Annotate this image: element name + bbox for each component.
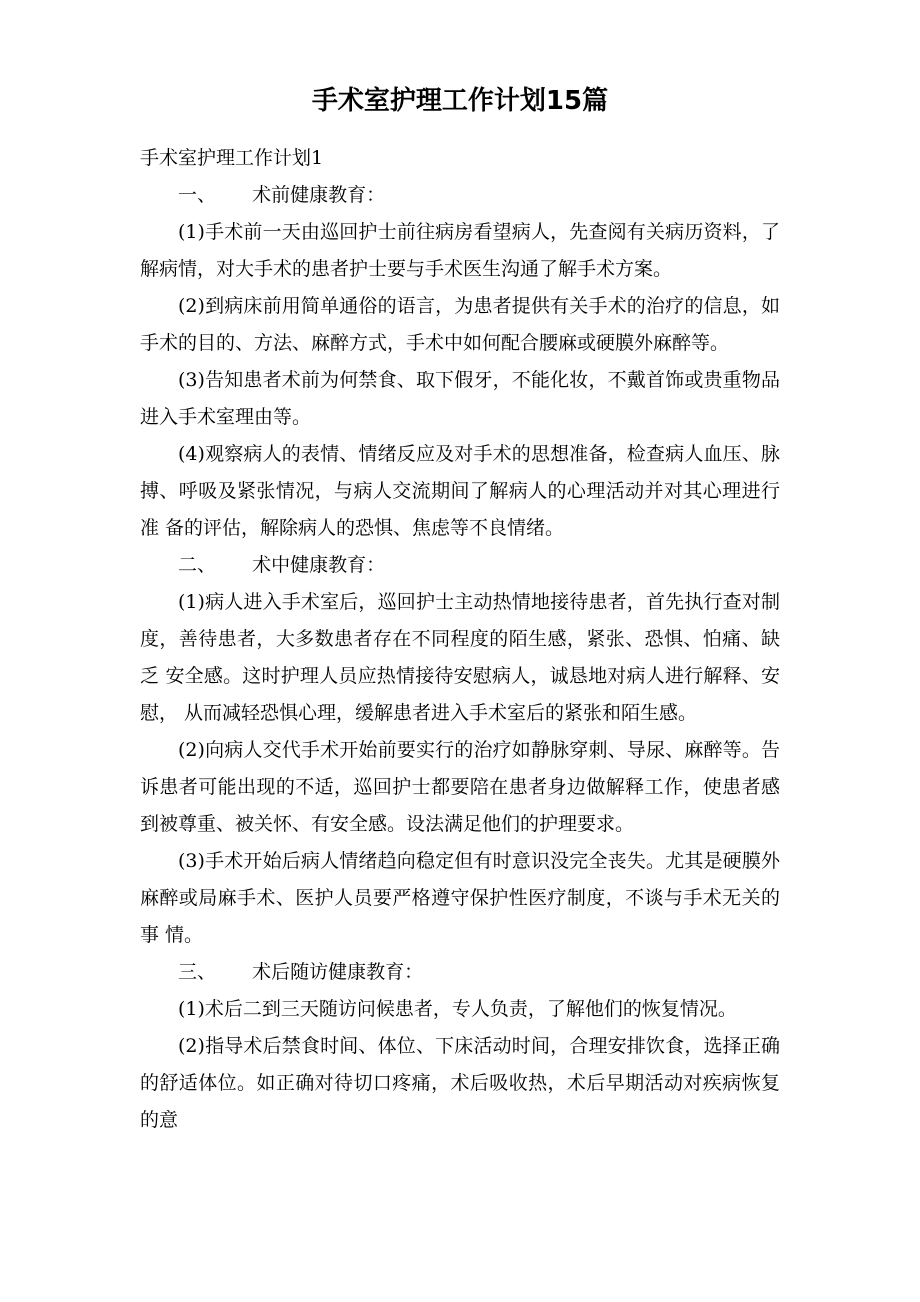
paragraph: (3)告知患者术前为何禁食、取下假牙，不能化妆，不戴首饰或贵重物品进入手术室理由等。 [140,369,780,428]
paragraph: (4)观察病人的表情、情绪反应及对手术的思想准备，检查病人血压、脉 搏、呼吸及紧张情况，与病人交流期间了解病人的心理活动并对其心理进行准 备的评估，解除病人的恐惧、焦虑等不良情绪。 [140,443,780,539]
article-subtitle: 手术室护理工作计划1 [140,147,324,169]
paragraph: (1)病人进入手术室后，巡回护士主动热情地接待患者，首先执行查对制 度，善待患者，大多数患者存在不同程度的陌生感，紧张、恐惧、怕痛、缺乏 安全感。这时护理人员应热情接待安慰病人，诚恳地对病人进行解释、安慰， 从而减轻恐惧心理，缓解患者进入手术室后的紧张和陌生感。 [140,591,780,724]
paragraph: (2)指导术后禁食时间、体位、下床活动时间，合理安排饮食，选择正确的舒适体位。如正确对待切口疼痛，术后吸收热，术后早期活动对疾病恢复的意 [140,1035,780,1131]
document-title: 手术室护理工作计划15篇 [311,86,609,116]
paragraph: (2)到病床前用简单通俗的语言，为患者提供有关手术的治疗的信息，如手术的目的、方法、麻醉方式，手术中如何配合腰麻或硬膜外麻醉等。 [140,295,780,354]
section-preop [140,177,780,547]
paragraph: (1)术后二到三天随访问候患者，专人负责，了解他们的恢复情况。 [178,998,737,1020]
section-number: 二、 [178,554,217,576]
section-intraop [140,547,780,954]
paragraph: (1)手术前一天由巡回护士前往病房看望病人，先查阅有关病历资料，了解病情，对大手术的患者护士要与手术医生沟通了解手术方案。 [140,221,780,280]
section-heading-text: 术前健康教育： [252,184,386,206]
section-heading-text: 术后随访健康教育： [252,961,424,983]
section-number: 一、 [178,184,217,206]
paragraph: (3)手术开始后病人情绪趋向稳定但有时意识没完全丧失。尤其是硬膜外麻醉或局麻手术、医护人员要严格遵守保护性医疗制度，不谈与手术无关的事 情。 [140,850,780,946]
document-body [140,140,780,1139]
section-heading [140,954,780,991]
section-number: 三、 [178,961,217,983]
section-heading [140,547,780,584]
section-heading [140,177,780,214]
paragraph: (2)向病人交代手术开始前要实行的治疗如静脉穿刺、导尿、麻醉等。告诉患者可能出现的不适，巡回护士都要陪在患者身边做解释工作，使患者感到被尊重、被关怀、有安全感。设法满足他们的护理要求。 [140,739,780,835]
section-postop [140,954,780,1139]
section-heading-text: 术中健康教育： [252,554,386,576]
